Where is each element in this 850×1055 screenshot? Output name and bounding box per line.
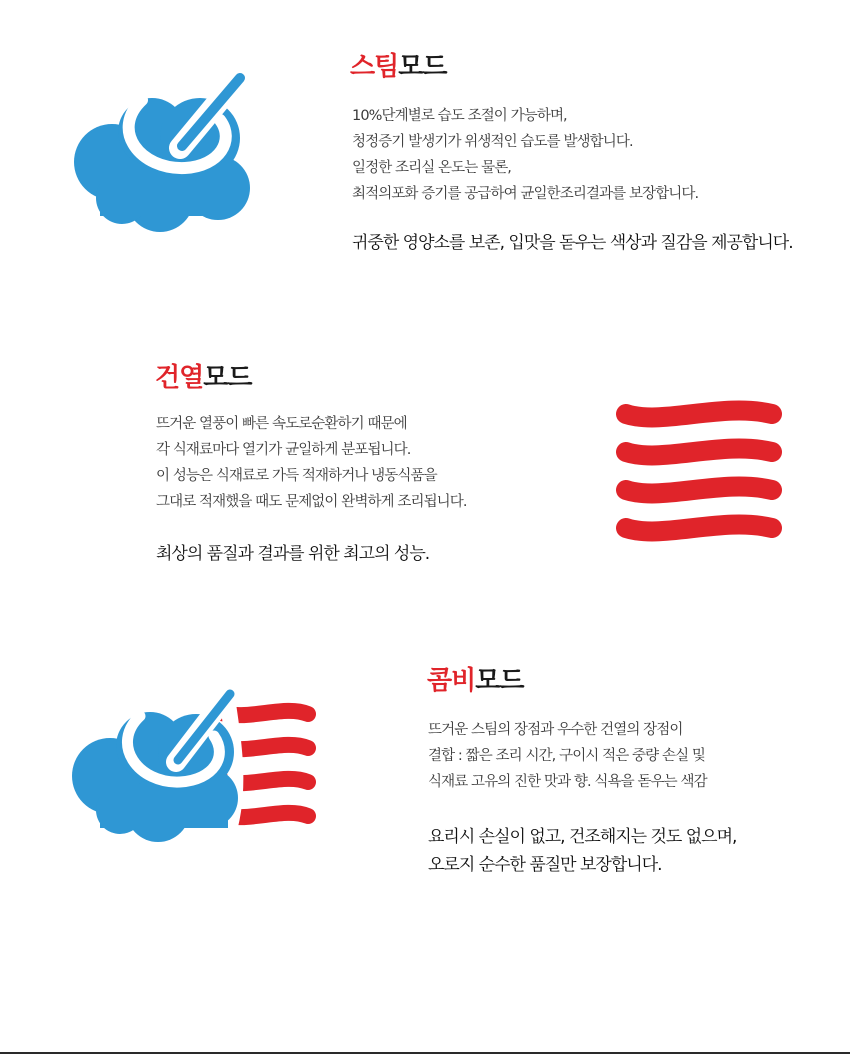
- bottom-divider: [0, 1052, 850, 1054]
- steam-cloud-icon: [60, 70, 260, 240]
- combi-steam-heat-icon: [68, 680, 320, 850]
- description-line: 식재료 고유의 진한 맛과 향. 식욕을 돋우는 색감: [428, 774, 707, 790]
- description-line: 각 식재료마다 열기가 균일하게 분포됩니다.: [156, 442, 411, 458]
- dryheat-mode-summary: [156, 540, 429, 568]
- title-accent: 콤비: [427, 666, 476, 696]
- summary-line: 요리시 손실이 없고, 건조해지는 것도 없으며,: [428, 827, 737, 847]
- summary-line: 오로지 순수한 품질만 보장합니다.: [428, 855, 662, 875]
- steam-mode-title: [350, 52, 446, 82]
- title-accent: 스팀: [350, 52, 399, 82]
- description-line: 일정한 조리실 온도는 물론,: [352, 160, 512, 176]
- combi-mode-title: [427, 666, 523, 696]
- description-line: 청정증기 발생기가 위생적인 습도를 발생합니다.: [352, 134, 633, 150]
- summary-line: 귀중한 영양소를 보존, 입맛을 돋우는 색상과 질감을 제공합니다.: [352, 233, 793, 253]
- description-line: 최적의포화 증기를 공급하여 균일한조리결과를 보장합니다.: [352, 186, 699, 202]
- title-rest: 모드: [203, 363, 252, 393]
- description-line: 그대로 적재했을 때도 문제없이 완벽하게 조리됩니다.: [156, 494, 467, 510]
- description-line: 뜨거운 스팀의 장점과 우수한 건열의 장점이: [428, 722, 683, 738]
- combi-mode-summary: [428, 823, 736, 879]
- steam-mode-description: [352, 103, 698, 207]
- dryheat-mode-description: [156, 411, 467, 515]
- description-line: 뜨거운 열풍이 빠른 속도로순환하기 때문에: [156, 416, 407, 432]
- description-line: 10%단계별로 습도 조절이 가능하며,: [352, 108, 567, 124]
- heat-waves-icon: [612, 400, 788, 550]
- combi-mode-section: [0, 620, 850, 920]
- combi-mode-description: [428, 717, 707, 795]
- dryheat-mode-section: [0, 300, 850, 620]
- dryheat-mode-title: [155, 363, 251, 393]
- steam-mode-section: [0, 0, 850, 300]
- steam-mode-summary: [352, 229, 793, 257]
- summary-line: 최상의 품질과 결과를 위한 최고의 성능.: [156, 544, 430, 564]
- title-rest: 모드: [475, 666, 524, 696]
- description-line: 이 성능은 식재료로 가득 적재하거나 냉동식품을: [156, 468, 437, 484]
- title-accent: 건열: [155, 363, 204, 393]
- description-line: 결합 : 짧은 조리 시간, 구이시 적은 중량 손실 및: [428, 748, 706, 764]
- title-rest: 모드: [398, 52, 447, 82]
